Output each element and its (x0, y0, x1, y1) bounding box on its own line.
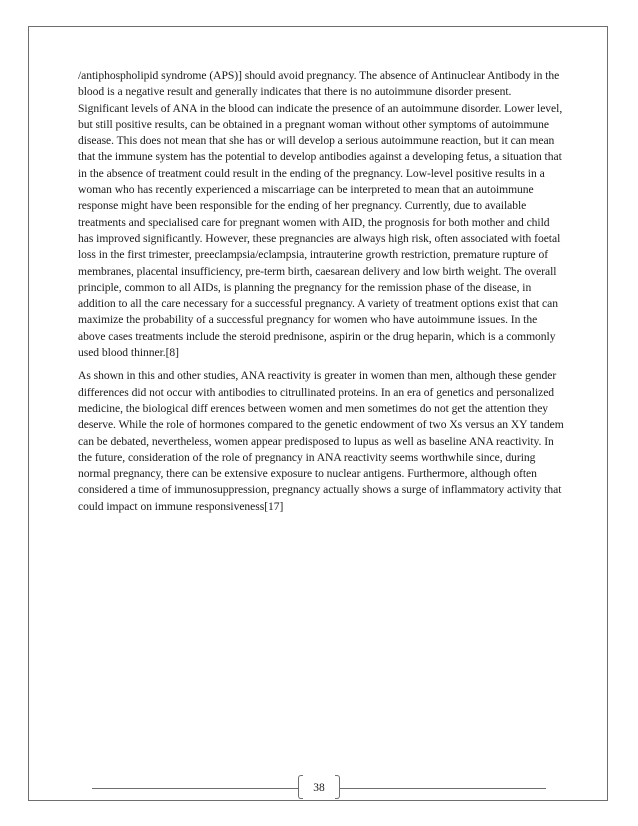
footer-rule-right (340, 788, 546, 789)
paragraph-ana-reactivity: As shown in this and other studies, ANA reactivity is greater in women than men, although these gender differences did not occur with antibodies to citrullinated proteins. In an era of genetics and personalized medicine, the biological diff erences between women and men sometimes do not get the attention they deserve. While the role of hormones compared to the genetic endowment of two Xs versus an XY tandem can be debated, nevertheless, women appear predisposed to lupus as well as baseline ANA reactivity. In the future, consideration of the role of pregnancy in ANA reactivity seems worthwhile since, during normal pregnancy, there can be extensive exposure to nuclear antigens. Furthermore, although often considered a time of immunosuppression, pregnancy actually shows a surge of inflammatory activity that could impact on immune responsiveness[17] (78, 369, 564, 513)
page-number: 38 (313, 782, 325, 794)
left-bracket-icon (298, 775, 303, 799)
footer-rule-left (92, 788, 298, 789)
page-footer (92, 774, 546, 802)
page-number-bracket (298, 774, 340, 802)
paragraph-pregnancy-autoimmune: /antiphospholipid syndrome (APS)] should avoid pregnancy. The absence of Antinuclear Antibody in the blood is a negative result and generally indicates that there is no autoimmune disorder present. Significant levels of ANA in the blood can indicate the presence of an autoimmune disorder. Lower level, but still positive results, can be obtained in a pregnant woman without other symptoms of autoimmune disease. This does not mean that she has or will develop a serious autoimmune reaction, but it can mean that the immune system has the potential to develop antibodies against a developing fetus, a situation that in the absence of treatment could result in the ending of the pregnancy. Low-level positive results in a woman who has recently experienced a miscarriage can be interpreted to mean that an autoimmune response might have been responsible for the ending of her pregnancy. Currently, due to available treatments and specialised care for pregnant women with AID, the prognosis for both mother and child has improved significantly. However, these pregnancies are always high risk, often associated with foetal loss in the first trimester, preeclampsia/eclampsia, intrauterine growth restriction, premature rupture of membranes, placental insufficiency, pre-term birth, caesarean delivery and low birth weight. The overall principle, common to all AIDs, is planning the pregnancy for the remission phase of the disease, in addition to all the care necessary for a successful pregnancy. A variety of treatment options exist that can maximize the probability of a successful pregnancy for women who have autoimmune issues. In the above cases treatments include the steroid prednisone, aspirin or the drug heparin, which is a commonly used blood thinner.[8] (78, 69, 563, 360)
document-body (78, 68, 564, 522)
right-bracket-icon (335, 775, 340, 799)
